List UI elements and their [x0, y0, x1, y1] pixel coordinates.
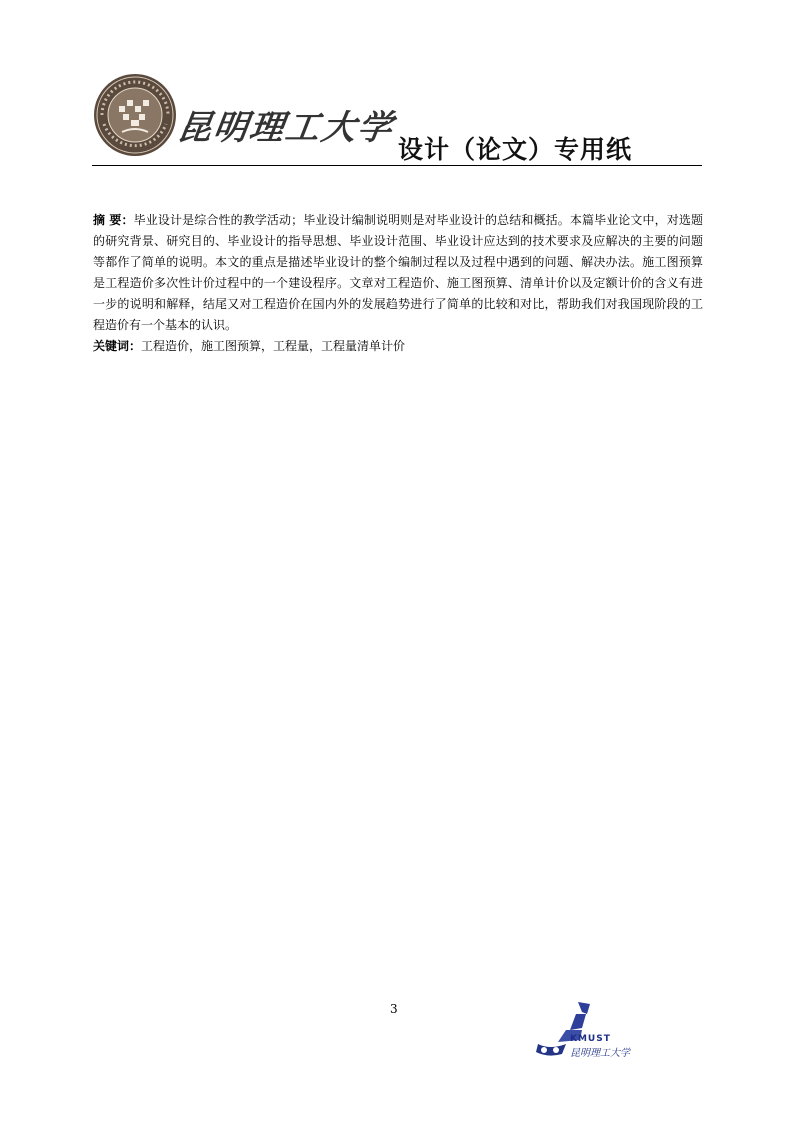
page-header: [92, 70, 702, 168]
header-divider: [92, 165, 702, 166]
university-seal-logo: [92, 72, 178, 158]
university-name-calligraphy: 昆明理工大学: [174, 108, 397, 148]
keywords-label: 关键词：: [93, 339, 142, 353]
keywords-line: [93, 336, 703, 356]
footer-logo-abbr: KMUST: [570, 1034, 611, 1044]
paper-title: 设计（论文）专用纸: [398, 135, 633, 164]
footer-logo-name: 昆明理工大学: [570, 1048, 630, 1059]
abstract-label: 摘 要：: [93, 213, 134, 227]
abstract-text: 毕业设计是综合性的教学活动；毕业设计编制说明则是对毕业设计的总结和概括。本篇毕业论文中，对选题的研究背景、研究目的、毕业设计的指导思想、毕业设计范围、毕业设计应达到的技术要求及应解决的主要的问题等都作了简单的说明。本文的重点是描述毕业设计的整个编制过程以及过程中遇到的问题、解决办法。施工图预算是工程造价多次性计价过程中的一个建设程序。文章对工程造价、施工图预算、清单计价以及定额计价的含义有进一步的说明和解释，结尾又对工程造价在国内外的发展趋势进行了简单的比较和对比，帮助我们对我国现阶段的工程造价有一个基本的认识。: [93, 213, 703, 332]
page-number: 3: [390, 1002, 398, 1016]
footer-university-logo: [530, 1000, 646, 1060]
keywords-text: 工程造价，施工图预算，工程量，工程量清单计价: [141, 339, 406, 353]
abstract-paragraph: [93, 210, 703, 336]
